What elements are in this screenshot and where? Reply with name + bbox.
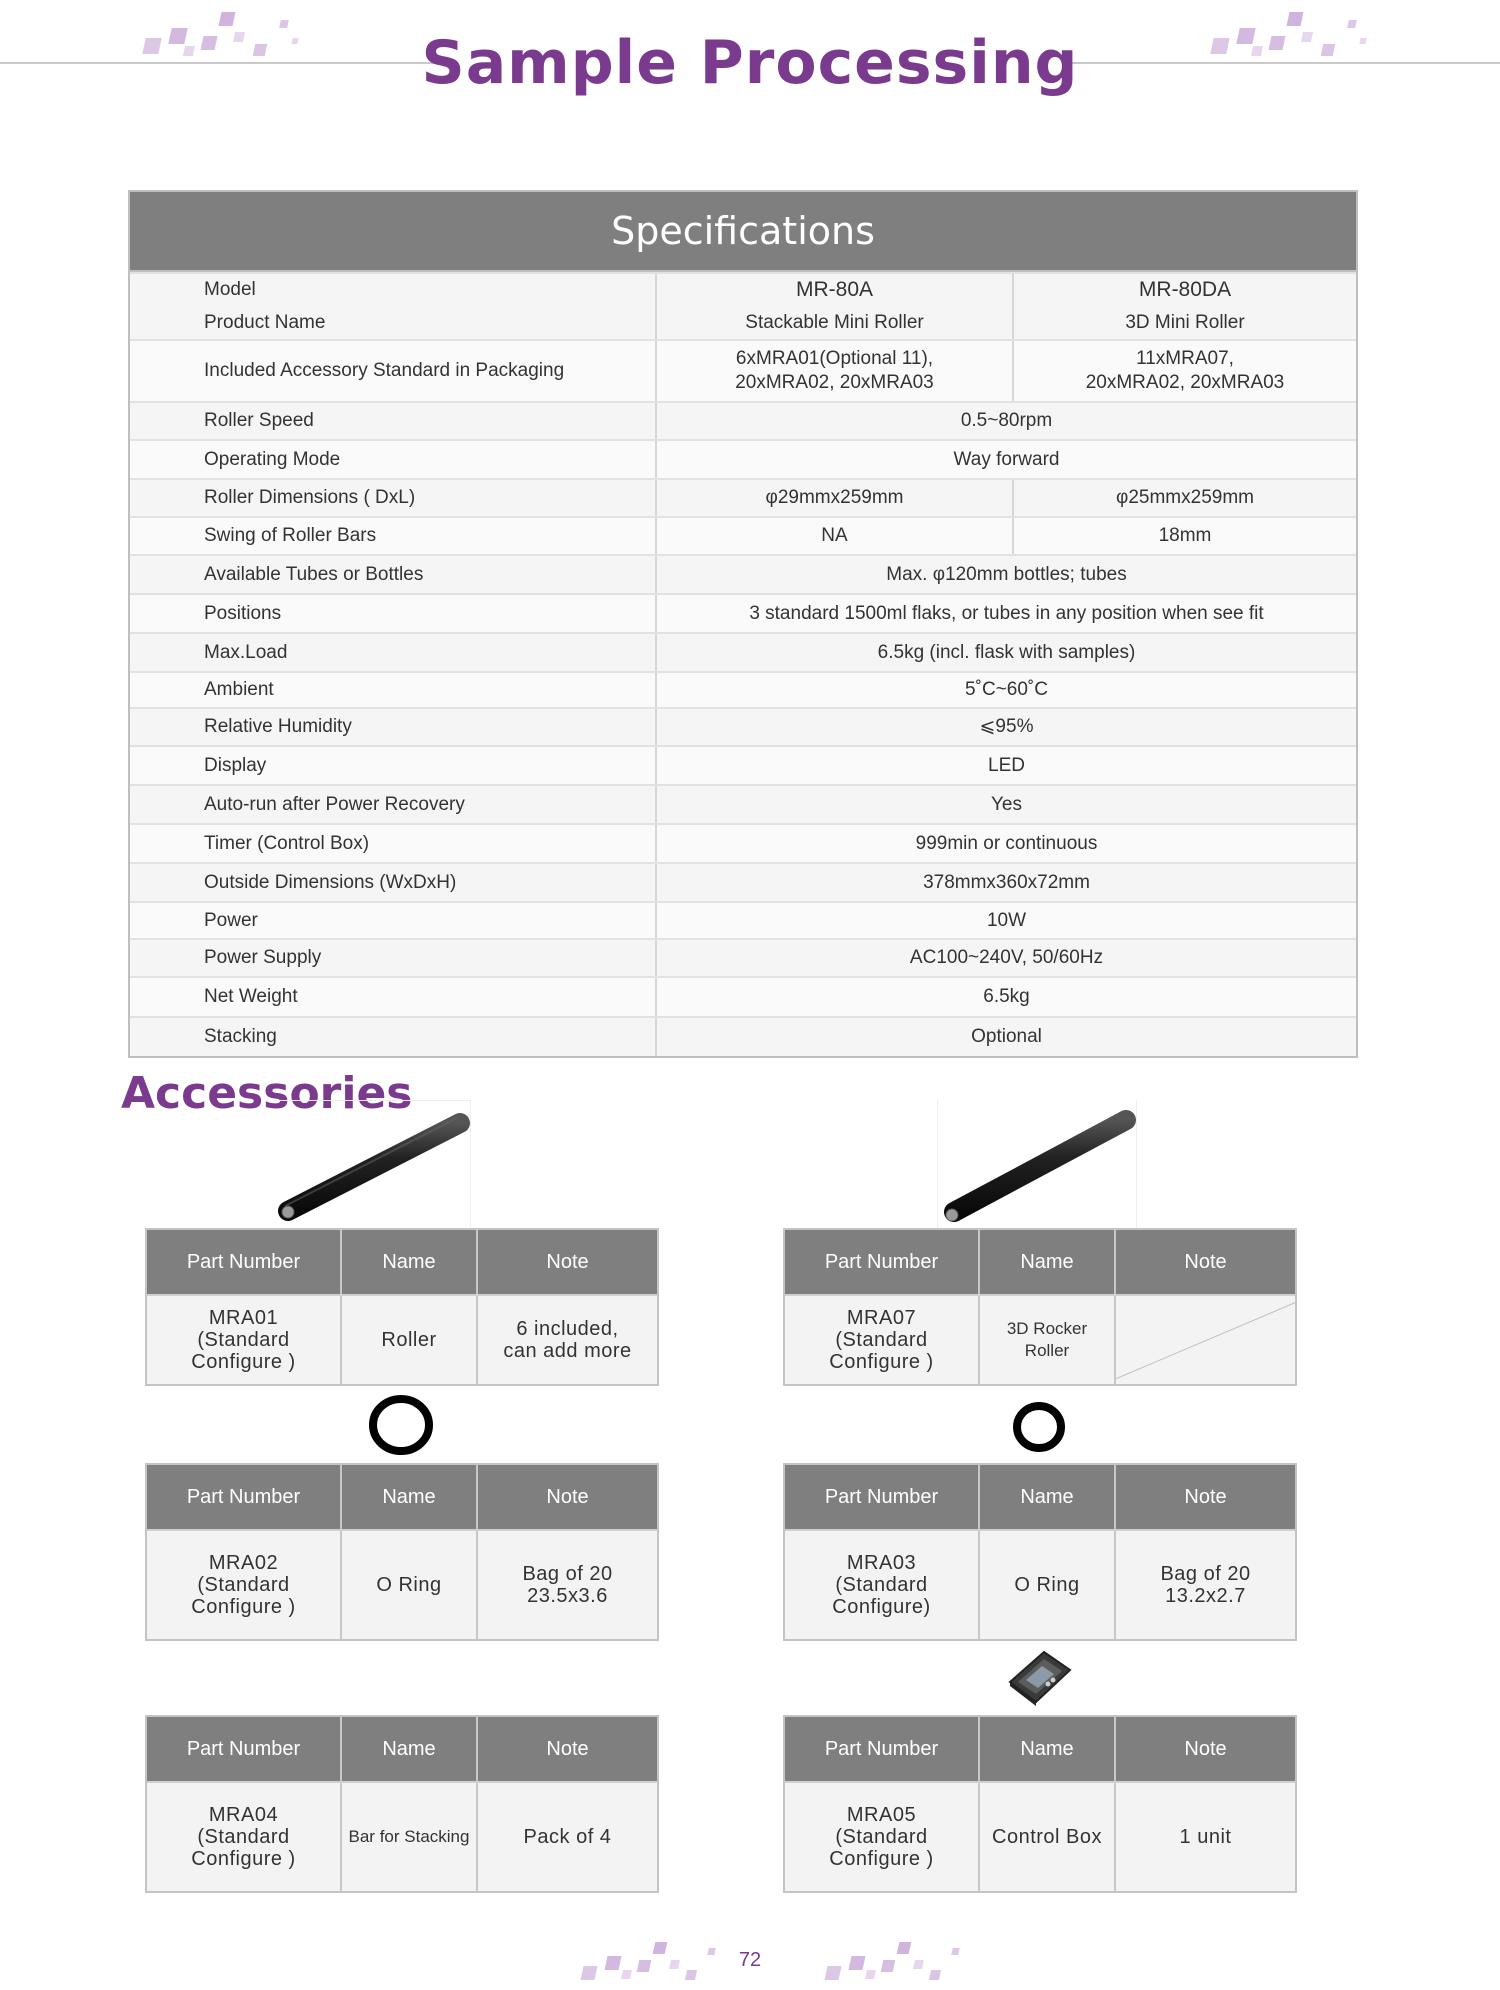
spec-value: 378mmx360x72mm [923,871,1090,893]
accessory-name: Bar for Stacking [342,1783,478,1891]
accessory-part-number: MRA07 (Standard Configure ) [785,1296,980,1384]
name-header: Name [980,1717,1116,1781]
spec-row [130,632,1356,671]
spec-label: Operating Mode [130,441,657,478]
spec-value: Yes [991,793,1022,815]
spec-label: Stacking [130,1018,657,1056]
spec-value-b: 3D Mini Roller [1125,311,1245,333]
part-number-header: Part Number [147,1230,342,1294]
part-number-header: Part Number [147,1717,342,1781]
spec-value-a: NA [657,518,1014,554]
spec-value: Max. φ120mm bottles; tubes [886,563,1127,585]
accessory-note: Pack of 4 [523,1826,612,1848]
spec-value: Optional [971,1026,1042,1047]
spec-value: Way forward [953,448,1060,470]
page-number: 72 [738,1949,762,1971]
spec-value-b: φ25mmx259mm [1116,487,1254,508]
part-number-header: Part Number [785,1230,980,1294]
spec-model-a: MR-80A [657,274,1014,306]
spec-row [130,745,1356,784]
name-header: Name [342,1717,478,1781]
accessory-part-number: MRA04 (Standard Configure ) [147,1783,342,1891]
accessory-part-number: MRA03 (Standard Configure) [785,1531,980,1639]
spec-label: Max.Load [130,634,657,671]
spec-row [130,339,1356,401]
control-box-image [1004,1646,1076,1708]
spec-row [130,593,1356,632]
spec-label: Available Tubes or Bottles [130,556,657,593]
spec-row-model [130,272,1356,306]
note-header: Note [1184,1737,1227,1760]
accessory-body-row [785,1781,1295,1891]
spec-label: Display [130,747,657,784]
accessory-header-row [785,1230,1295,1294]
spec-label: Roller Speed [130,403,657,439]
accessory-header-row [147,1465,657,1529]
spec-value: 6.5kg (incl. flask with samples) [877,641,1136,663]
spec-row [130,901,1356,938]
spec-row [130,976,1356,1016]
spec-label: Timer (Control Box) [130,825,657,862]
spec-value: 5˚C~60˚C [965,679,1048,700]
spec-value-b: 18mm [1158,525,1212,546]
spec-value-b: 11xMRA07, 20xMRA02, 20xMRA03 [1085,348,1285,393]
accessory-part-number: MRA05 (Standard Configure ) [785,1783,980,1891]
name-header: Name [342,1230,478,1294]
spec-label: Roller Dimensions ( DxL) [130,480,657,516]
accessory-header-row [785,1465,1295,1529]
spec-label: Net Weight [130,978,657,1016]
note-header: Note [546,1485,589,1508]
accessory-note: Bag of 20 23.5x3.6 [522,1563,613,1607]
spec-row [130,707,1356,745]
spec-value-a: Stackable Mini Roller [657,306,1014,339]
roller-icon [938,1100,1136,1228]
rocker-roller-image [937,1100,1137,1228]
name-header: Name [342,1465,478,1529]
part-number-header: Part Number [785,1717,980,1781]
note-header: Note [546,1737,589,1760]
accessory-table-3 [145,1463,659,1641]
control-box-icon [1004,1646,1076,1708]
part-number-header: Part Number [785,1465,980,1529]
spec-row [130,862,1356,901]
roller-image [274,1100,471,1227]
accessory-body-row [785,1294,1295,1384]
spec-value: 3 standard 1500ml flaks, or tubes in any position when see fit [749,602,1264,624]
spec-label: Swing of Roller Bars [130,518,657,554]
spec-value: ⩽95% [979,716,1034,737]
accessory-table-5 [145,1715,659,1893]
spec-row [130,439,1356,478]
spec-row [130,823,1356,862]
note-header: Note [546,1250,589,1273]
name-header: Name [980,1465,1116,1529]
spec-value: LED [988,754,1025,776]
name-header: Name [980,1230,1116,1294]
accessory-body-row [147,1781,657,1891]
spec-row [130,1016,1356,1056]
accessory-name: Roller [342,1296,478,1384]
accessory-header-row [785,1717,1295,1781]
accessory-name: Control Box [980,1783,1116,1891]
accessory-name: O Ring [342,1531,478,1639]
spec-value-a: 6xMRA01(Optional 11), 20xMRA02, 20xMRA03 [657,341,1014,401]
spec-row [130,478,1356,516]
o-ring-image-large [366,1392,436,1458]
accessory-part-number: MRA02 (Standard Configure ) [147,1531,342,1639]
spec-value: AC100~240V, 50/60Hz [909,947,1104,968]
spec-value: 6.5kg [983,986,1030,1007]
spec-value: 10W [986,909,1027,931]
note-header: Note [1184,1485,1227,1508]
spec-row [130,784,1356,823]
accessory-table-2 [783,1228,1297,1386]
spec-label: Power [130,903,657,938]
accessory-note [1116,1296,1295,1384]
spec-row [130,671,1356,707]
spec-label: Positions [130,595,657,632]
accessories-title: Accessories [121,1068,413,1119]
accessory-name: 3D Rocker Roller [980,1296,1116,1384]
accessory-note: 1 unit [1179,1826,1232,1848]
spec-label: Ambient [130,673,657,707]
spec-row [130,516,1356,554]
spec-label: Included Accessory Standard in Packaging [130,341,657,401]
accessory-note: Bag of 20 13.2x2.7 [1160,1563,1251,1607]
accessory-note: 6 included, can add more [503,1318,632,1362]
spec-label: Model [130,274,657,306]
spec-row [130,306,1356,339]
accessory-table-4 [783,1463,1297,1641]
accessory-body-row [147,1529,657,1639]
spec-label: Relative Humidity [130,709,657,745]
page-title: Sample Processing [421,28,1079,98]
accessory-table-1 [145,1228,659,1386]
spec-value: 0.5~80rpm [960,410,1053,431]
spec-label: Product Name [130,306,657,339]
note-header: Note [1184,1250,1227,1273]
accessory-header-row [147,1230,657,1294]
spec-row [130,554,1356,593]
accessory-part-number: MRA01 (Standard Configure ) [147,1296,342,1384]
accessory-body-row [147,1294,657,1384]
spec-value: 999min or continuous [915,832,1098,854]
spec-model-b: MR-80DA [1138,278,1232,301]
specifications-table [128,190,1358,1058]
spec-value-a: φ29mmx259mm [657,480,1014,516]
specifications-title: Specifications [130,192,1356,272]
part-number-header: Part Number [147,1465,342,1529]
accessory-table-6 [783,1715,1297,1893]
spec-row [130,401,1356,439]
spec-label: Outside Dimensions (WxDxH) [130,864,657,901]
spec-row [130,938,1356,976]
accessory-header-row [147,1717,657,1781]
spec-label: Power Supply [130,940,657,976]
o-ring-icon [366,1392,436,1458]
accessory-name: O Ring [980,1531,1116,1639]
o-ring-image-small [1010,1398,1068,1456]
roller-icon [274,1101,470,1227]
o-ring-icon [1010,1398,1068,1456]
accessory-body-row [785,1529,1295,1639]
spec-label: Auto-run after Power Recovery [130,786,657,823]
